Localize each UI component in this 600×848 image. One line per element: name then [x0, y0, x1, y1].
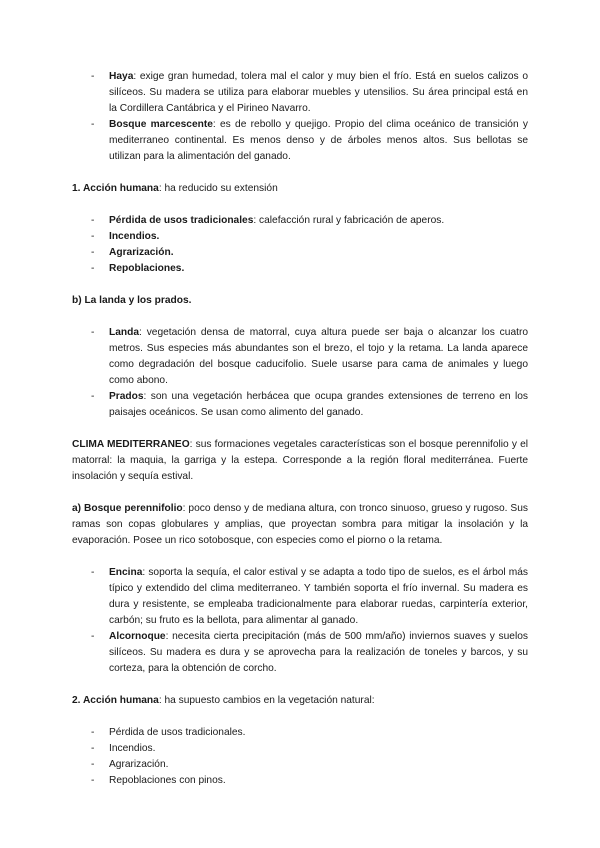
list-item	[72, 325, 528, 389]
bullet-dash: -	[91, 775, 95, 786]
list-item	[72, 261, 528, 277]
bullet-dash: -	[91, 71, 95, 82]
bullet-dash: -	[91, 247, 95, 258]
bullet-dash: -	[91, 743, 95, 754]
section-heading: 1. Acción humana: ha reducido su extensión	[72, 183, 278, 194]
item-term: Incendios.	[109, 231, 160, 242]
bullet-dash: -	[91, 231, 95, 242]
human-action-list	[72, 213, 528, 277]
item-text: : es de rebollo y quejigo. Propio del clima oceánico de transición y mediterraneo continental. Es menos denso y de árboles menos altos. Sus bellotas se utilizan para la alimentación del ganado.	[109, 119, 528, 162]
item-text: : exige gran humedad, tolera mal el calor y muy bien el frío. Está en suelos calizos o silíceos. Su madera se utiliza para elaborar muebles y utensilios. Su área principal está en la Cordillera Cantábrica y el Pirineo Navarro.	[109, 71, 528, 114]
item-term: Agrarización.	[109, 247, 174, 258]
bullet-dash: -	[91, 119, 95, 130]
item-text: Incendios.	[109, 743, 156, 754]
item-text: : vegetación densa de matorral, cuya altura puede ser baja o alcanzar los cuatro metros. Sus especies más abundantes son el brezo, el tojo y la retama. La landa aparece como degradación del bosque caducifolio. Suele usarse para cama de animales y luego como abono.	[109, 327, 528, 386]
item-text: : calefacción rural y fabricación de aperos.	[253, 215, 445, 226]
bullet-dash: -	[91, 391, 95, 402]
item-text: : soporta la sequía, el calor estival y se adapta a todo tipo de suelos, es el árbol más típico y extendido del clima mediterraneo. Y también soporta el frío invernal. Su madera es dura y resistente, se empleaba tradicionalmente para elaborar ruedas, carpintería exterior, carbón; su fruto es la bellota, para alimentar al ganado.	[109, 567, 528, 626]
clima-paragraph: CLIMA MEDITERRANEO: sus formaciones vegetales características son el bosque perennifolio y el matorral: la maquia, la garriga y la estepa. Corresponde a la región floral mediterránea. Fuerte insolación y sequía estival.	[72, 439, 528, 482]
bullet-dash: -	[91, 759, 95, 770]
item-text: : necesita cierta precipitación (más de 500 mm/año) inviernos suaves y suelos silíceos. Su madera es dura y se aprovecha para la realización de toneles y barcos, y su corteza, para la obtención de corcho.	[109, 631, 528, 674]
list-item	[72, 725, 528, 741]
document-page	[72, 69, 528, 789]
list-item	[72, 117, 528, 165]
species-list-mediterranean	[72, 565, 528, 677]
item-term: Haya	[109, 71, 134, 82]
item-term: Repoblaciones.	[109, 263, 185, 274]
list-item	[72, 773, 528, 789]
item-term: Prados	[109, 391, 144, 402]
list-item	[72, 245, 528, 261]
item-text: : son una vegetación herbácea que ocupa grandes extensiones de terreno en los paisajes oceánicos. Se usan como alimento del ganado.	[109, 391, 528, 418]
item-text: Agrarización.	[109, 759, 169, 770]
bullet-dash: -	[91, 631, 95, 642]
bullet-dash: -	[91, 263, 95, 274]
bullet-dash: -	[91, 327, 95, 338]
bullet-dash: -	[91, 727, 95, 738]
section-heading: 2. Acción humana: ha supuesto cambios en la vegetación natural:	[72, 695, 375, 706]
list-item	[72, 213, 528, 229]
list-item	[72, 629, 528, 677]
item-term: Pérdida de usos tradicionales	[109, 215, 254, 226]
human-action-changes-list	[72, 725, 528, 789]
item-text: Pérdida de usos tradicionales.	[109, 727, 246, 738]
list-item	[72, 229, 528, 245]
list-item	[72, 389, 528, 421]
list-item	[72, 757, 528, 773]
item-term: Landa	[109, 327, 140, 338]
list-item	[72, 741, 528, 757]
list-item	[72, 69, 528, 117]
landa-prados-list	[72, 325, 528, 421]
bullet-dash: -	[91, 567, 95, 578]
species-list-oceanic	[72, 69, 528, 165]
item-term: Bosque marcescente	[109, 119, 213, 130]
item-term: Alcornoque	[109, 631, 166, 642]
section-heading: b) La landa y los prados.	[72, 295, 192, 306]
bullet-dash: -	[91, 215, 95, 226]
list-item	[72, 565, 528, 629]
item-text: Repoblaciones con pinos.	[109, 775, 226, 786]
item-term: Encina	[109, 567, 143, 578]
bosque-paragraph: a) Bosque perennifolio: poco denso y de mediana altura, con tronco sinuoso, grueso y rugoso. Sus ramas son copas globulares y amplias, que proyectan sombra para mitigar la insolación y la evaporación. Posee un rico sotobosque, con especies como el piorno o la retama.	[72, 503, 528, 546]
